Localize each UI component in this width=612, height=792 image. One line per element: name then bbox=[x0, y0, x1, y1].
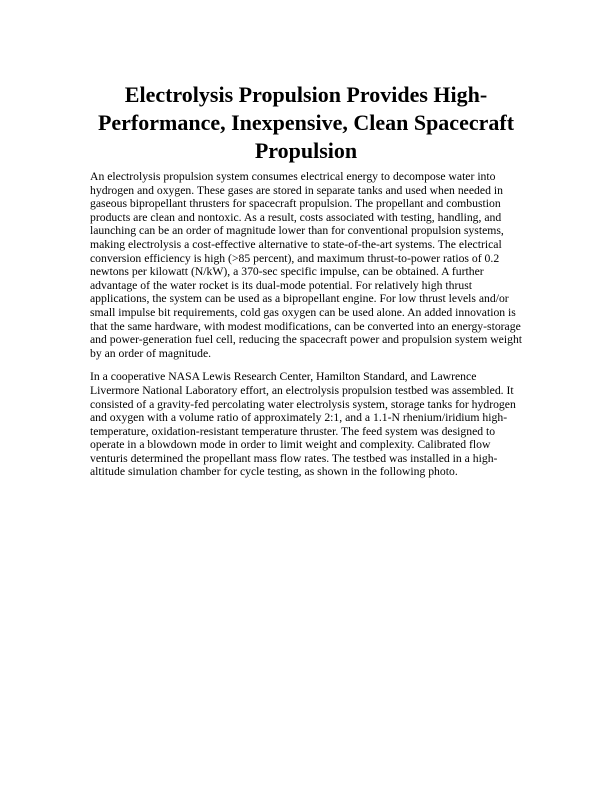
paragraph-2: In a cooperative NASA Lewis Research Center, Hamilton Standard, and Lawrence Livermore National Laboratory effort, an electrolysis propulsion testbed was assembled. It consisted of a gravity-fed percolating water electrolysis system, storage tanks for hydrogen and oxygen with a volume ratio of approximately 2:1, and a 1.1-N rhenium/iridium high-temperature, oxidation-resistant temperature thruster. The feed system was designed to operate in a blowdown mode in order to limit weight and complexity. Calibrated flow venturis determined the propellant mass flow rates. The testbed was installed in a high-altitude simulation chamber for cycle testing, as shown in the following photo. bbox=[90, 370, 516, 479]
document-title: Electrolysis Propulsion Provides High-Performance, Inexpensive, Clean Spacecraft Propulsion bbox=[97, 82, 515, 163]
paragraph-1: An electrolysis propulsion system consumes electrical energy to decompose water into hydrogen and oxygen. These gases are stored in separate tanks and used when needed in gaseous bipropellant thrusters for spacecraft propulsion. The propellant and combustion products are clean and nontoxic. As a result, costs associated with testing, handling, and launching can be an order of magnitude lower than for conventional propulsion systems, making electrolysis a cost-effective alternative to state-of-the-art systems. The electrical conversion efficiency is high (>85 percent), and maximum thrust-to-power ratios of 0.2 newtons per kilowatt (N/kW), a 370-sec specific impulse, can be obtained. A further advantage of the water rocket is its dual-mode potential. For relatively high thrust applications, the system can be used as a bipropellant engine. For low thrust levels and/or small impulse bit requirements, cold gas oxygen can be used alone. An added innovation is that the same hardware, with modest modifications, can be converted into an energy-storage and power-generation fuel cell, reducing the spacecraft power and propulsion system weight by an order of magnitude. bbox=[90, 170, 523, 360]
document-body bbox=[90, 170, 526, 489]
